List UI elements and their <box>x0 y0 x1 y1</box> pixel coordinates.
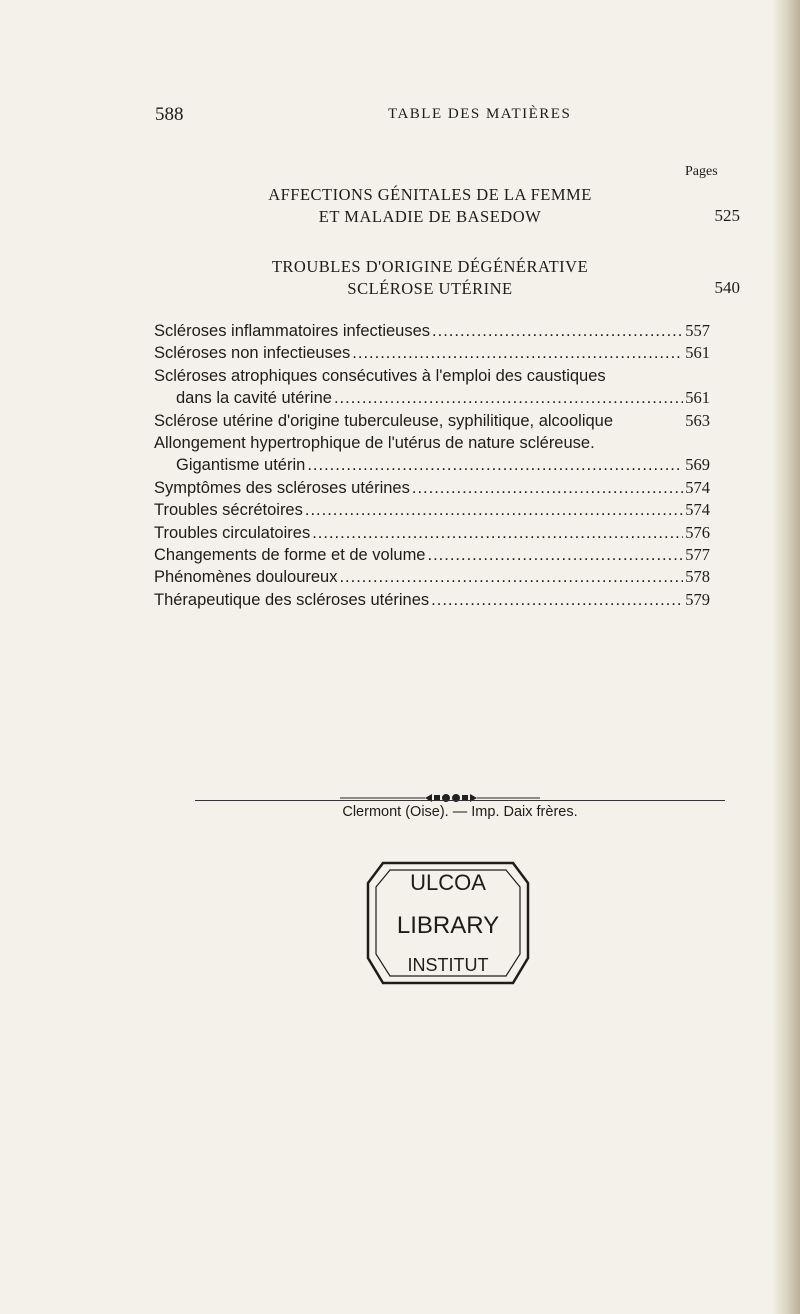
toc-entry <box>154 499 710 521</box>
toc-entry <box>154 320 710 342</box>
dot-leader <box>307 454 683 476</box>
toc-entry-text: Scléroses inflammatoires infectieuses <box>154 322 431 340</box>
toc-entry-text: Allongement hypertrophique de l'utérus de nature scléreuse. <box>154 433 595 452</box>
toc-entry <box>154 589 710 611</box>
toc-entry-page: 557 <box>685 321 710 340</box>
toc-entries <box>154 320 710 611</box>
toc-entry-page: 578 <box>685 567 710 587</box>
toc-entry-page: 563 <box>685 410 710 430</box>
toc-entry-text: Troubles circulatoires <box>154 523 311 542</box>
toc-entry <box>154 544 710 566</box>
toc-entry-text: Scléroses atrophiques consécutives à l'emploi des caustiques <box>154 366 606 385</box>
printer-rule <box>195 800 725 801</box>
toc-entry-text: Thérapeutique des scléroses utérines <box>154 590 430 609</box>
toc-entry <box>154 342 710 364</box>
stamp-center-text: LIBRARY <box>396 912 500 939</box>
page-edge-shadow <box>772 0 800 1314</box>
toc-entry <box>154 454 710 476</box>
toc-entry-text: Scléroses non infectieuses <box>154 344 351 363</box>
toc-entry-page: 574 <box>685 500 710 520</box>
page-header <box>120 104 760 134</box>
section-page-number: 525 <box>714 206 740 225</box>
toc-entry <box>154 477 710 499</box>
dot-leader <box>305 499 683 521</box>
toc-entry <box>154 410 710 432</box>
dot-leader <box>431 589 683 611</box>
dot-leader <box>428 544 684 566</box>
page-number: 588 <box>155 104 184 125</box>
toc-entry <box>154 522 710 544</box>
toc-entry <box>154 365 710 387</box>
toc-entry-page: 569 <box>685 455 710 475</box>
toc-entry-text: Troubles sécrétoires <box>154 501 303 520</box>
toc-entry-text: Gigantisme utérin <box>176 456 306 475</box>
section-heading-line: SCLÉROSE UTÉRINE <box>347 279 513 298</box>
toc-entry <box>154 566 710 588</box>
stamp-bottom-text: INSTITUT <box>407 955 489 975</box>
toc-entry <box>154 432 710 454</box>
toc-entry-page: 574 <box>685 477 710 497</box>
end-ornament-icon <box>340 792 540 804</box>
section-page-number: 540 <box>714 278 740 297</box>
section-heading-line: AFFECTIONS GÉNITALES DE LA FEMME <box>268 185 592 204</box>
dot-leader <box>412 477 683 499</box>
stamp-top-text: ULCOA <box>410 870 486 895</box>
toc-entry-page: 561 <box>685 388 710 408</box>
toc-entry-page: 561 <box>685 343 710 363</box>
toc-entry-page: 576 <box>685 522 710 542</box>
toc-entry-text: Phénomènes douloureux <box>154 568 338 587</box>
toc-entry-page: 579 <box>685 589 710 609</box>
pages-column-label: Pages <box>685 164 718 179</box>
library-stamp-icon <box>348 838 548 1003</box>
dot-leader <box>352 342 683 364</box>
toc-entry-text: Sclérose utérine d'origine tuberculeuse, syphilitique, alcoolique <box>154 411 614 430</box>
section-heading-affections <box>120 184 740 228</box>
toc-entry-page: 577 <box>685 544 710 564</box>
dot-leader <box>312 522 683 544</box>
toc-entry <box>154 387 710 409</box>
section-heading-troubles <box>120 256 740 300</box>
dot-leader <box>339 566 683 588</box>
toc-entry-text: Changements de forme et de volume <box>154 545 426 564</box>
running-title: TABLE DES MATIÈRES <box>388 106 572 122</box>
dot-leader <box>432 320 683 342</box>
dot-leader <box>334 387 683 409</box>
toc-entry-text: Symptômes des scléroses utérines <box>154 478 410 497</box>
section-heading-line: TROUBLES D'ORIGINE DÉGÉNÉRATIVE <box>271 257 589 276</box>
toc-entry-text: dans la cavité utérine <box>176 389 332 408</box>
printer-imprint: Clermont (Oise). — Imp. Daix frères. <box>342 804 578 820</box>
section-heading-line: ET MALADIE DE BASEDOW <box>318 207 542 226</box>
